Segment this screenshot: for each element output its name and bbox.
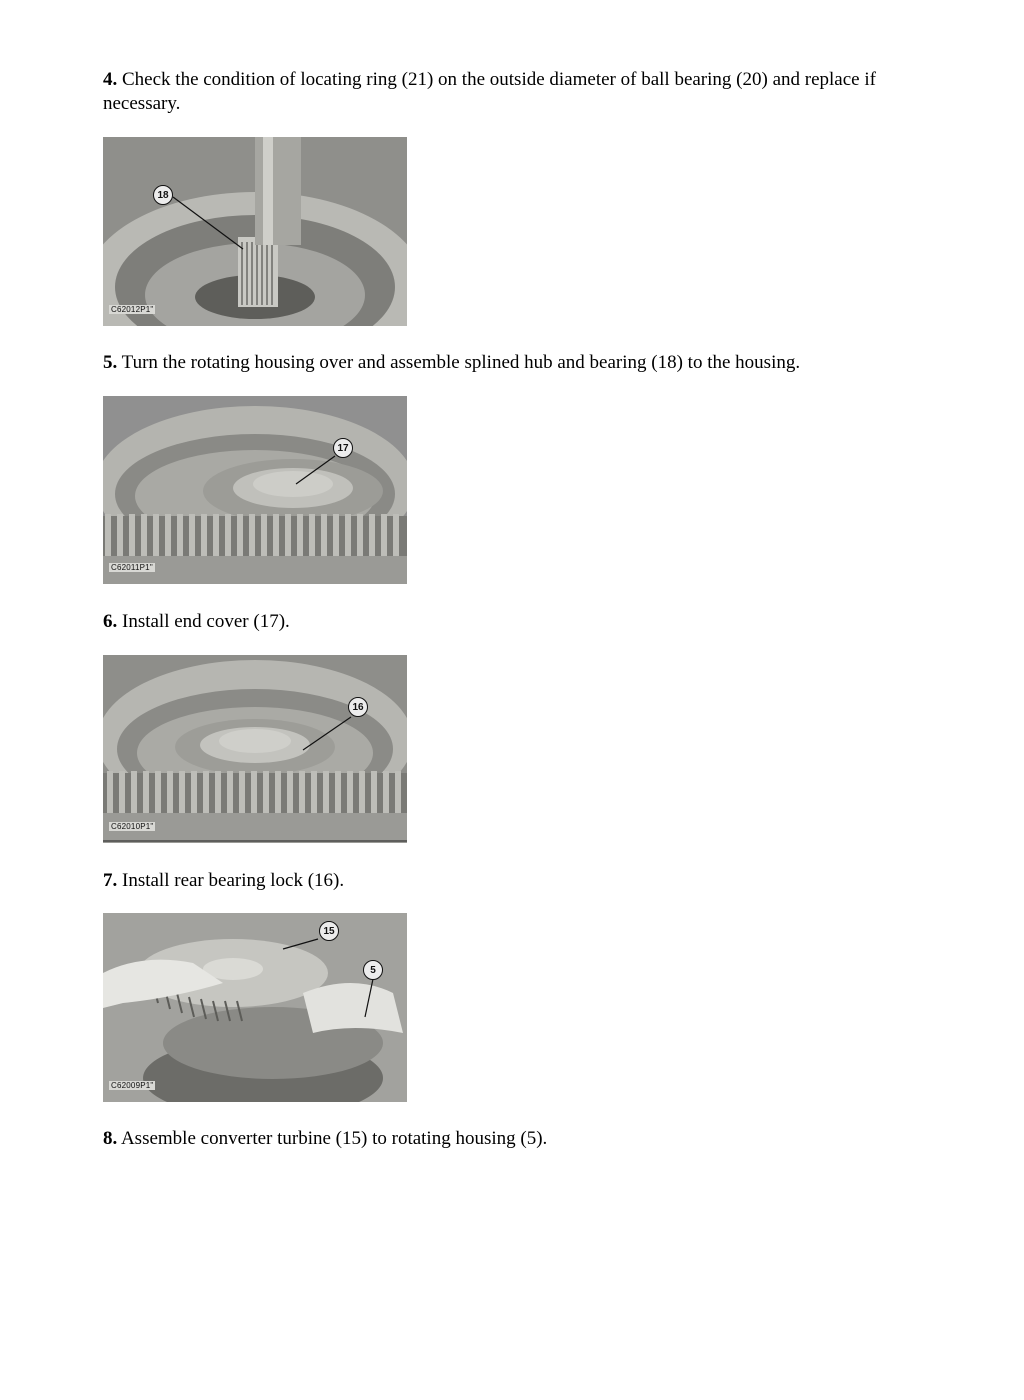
step-text: Install end cover (17). bbox=[117, 611, 290, 632]
figure-id: C62012P1" bbox=[111, 305, 154, 314]
step-text: Assemble converter turbine (15) to rotating housing (5). bbox=[117, 1128, 548, 1149]
step-text: Install rear bearing lock (16). bbox=[117, 870, 345, 891]
figure-turbine-photo bbox=[103, 913, 407, 1102]
step-text: Turn the rotating housing over and assemble splined hub and bearing (18) to the housing. bbox=[117, 352, 801, 373]
figure-end-cover-photo bbox=[103, 396, 407, 584]
step-5 bbox=[103, 351, 903, 375]
step-6 bbox=[103, 610, 903, 634]
step-8 bbox=[103, 1127, 903, 1151]
step-4 bbox=[103, 68, 903, 116]
step-number: 6. bbox=[103, 611, 118, 632]
figure-id: C62010P1" bbox=[111, 822, 154, 831]
step-number: 8. bbox=[103, 1128, 118, 1149]
figure-id: C62009P1" bbox=[111, 1081, 154, 1090]
figure-bearing-lock-photo bbox=[103, 655, 407, 843]
step-text: Check the condition of locating ring (21) on the outside diameter of ball bearing (20) and replace if necessary. bbox=[103, 69, 876, 114]
callout-5: 5 bbox=[363, 960, 383, 980]
step-7 bbox=[103, 869, 903, 893]
figure-splined-hub-photo bbox=[103, 137, 407, 326]
figure-id: C62011P1" bbox=[111, 563, 153, 572]
step-number: 4. bbox=[103, 69, 118, 90]
callout-15: 15 bbox=[319, 921, 339, 941]
callout-17: 17 bbox=[333, 438, 353, 458]
step-number: 7. bbox=[103, 870, 118, 891]
callout-16: 16 bbox=[348, 697, 368, 717]
step-number: 5. bbox=[103, 352, 118, 373]
callout-18: 18 bbox=[153, 185, 173, 205]
